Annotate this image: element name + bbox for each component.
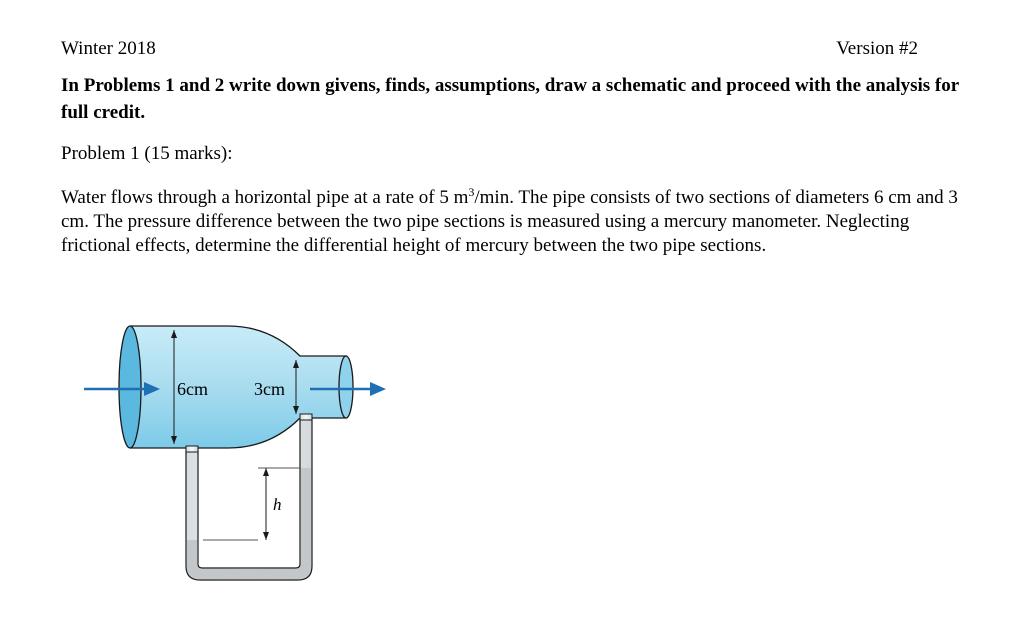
statement-superscript: 3 — [468, 185, 475, 199]
pressure-tap-right — [300, 414, 312, 420]
statement-part-1: Water flows through a horizontal pipe at a rate of 5 m — [61, 187, 469, 208]
diameter-large-label: 6cm — [177, 379, 208, 399]
pipe-inlet-end — [119, 326, 141, 448]
statement-part-2: /min. The pipe consists of two sections of diameters 6 cm and 3 cm. The pressure difference between the two pipe sections is measured using a mercury manometer. Neglecting frictional effects, determine the differential height of mercury between the two pipe sections. — [61, 187, 958, 256]
height-arrow-up — [263, 468, 269, 476]
height-arrow-down — [263, 532, 269, 540]
height-label: h — [273, 495, 282, 514]
pressure-tap-left — [186, 446, 198, 452]
problem-statement — [61, 186, 976, 258]
pipe-manometer-figure — [78, 318, 398, 588]
term-label: Winter 2018 — [61, 38, 156, 59]
diameter-small-label: 3cm — [254, 379, 285, 399]
version-label: Version #2 — [836, 38, 918, 59]
instructions-text: In Problems 1 and 2 write down givens, finds, assumptions, draw a schematic and proceed with the analysis for full credit. — [61, 75, 959, 123]
mercury-column — [187, 468, 311, 579]
problem-title: Problem 1 (15 marks): — [61, 143, 233, 164]
pipe-body — [130, 326, 346, 448]
pipe-outlet-end — [339, 356, 353, 418]
